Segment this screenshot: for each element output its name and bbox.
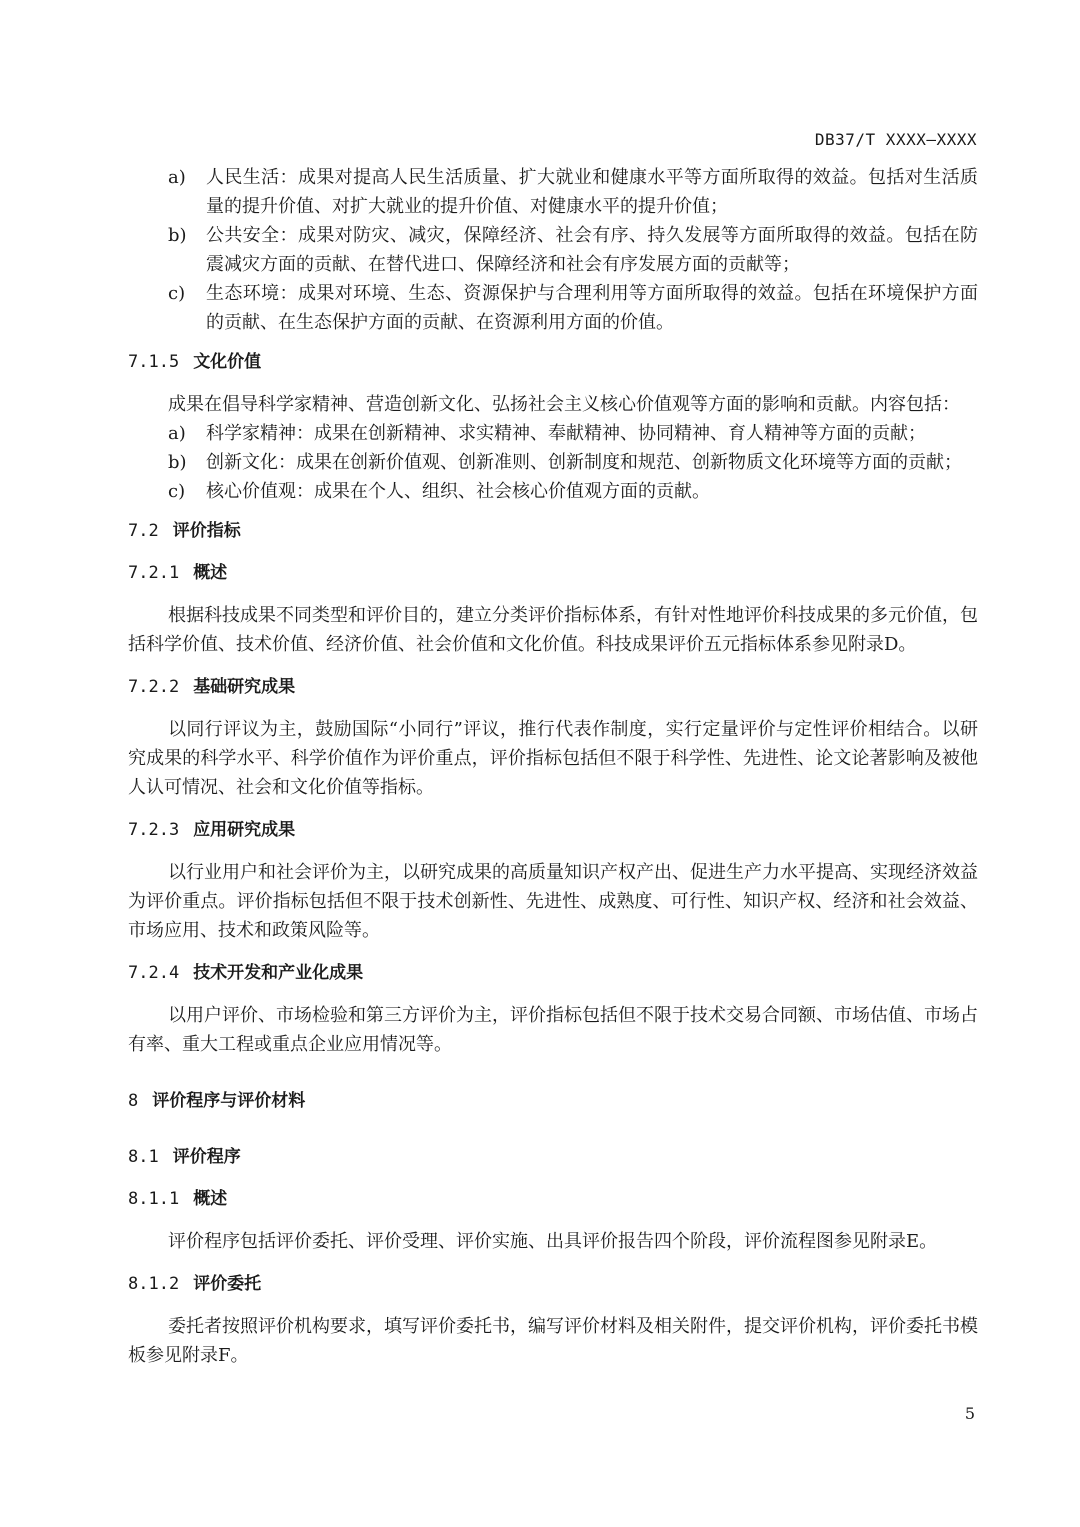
heading-7-1-5	[128, 348, 978, 376]
list-marker: b)	[168, 225, 187, 246]
list-item-text: 科学家精神：成果在创新精神、求实精神、奉献精神、协同精神、育人精神等方面的贡献；	[206, 423, 926, 444]
section-number: 7.2.2	[128, 677, 180, 697]
section-title: 评价指标	[172, 521, 241, 541]
list-marker: a)	[168, 423, 186, 444]
heading-8	[128, 1087, 978, 1115]
section-number: 8	[128, 1091, 139, 1111]
paragraph-7-1-5-intro: 成果在倡导科学家精神、营造创新文化、弘扬社会主义核心价值观等方面的影响和贡献。内容包括：	[168, 394, 960, 415]
list-item	[128, 221, 978, 279]
page-content	[128, 163, 978, 1370]
list-social-benefits	[128, 163, 978, 337]
section-title: 基础研究成果	[193, 677, 296, 697]
heading-7-2-4	[128, 959, 978, 987]
heading-8-1-2	[128, 1270, 978, 1298]
list-item	[128, 477, 978, 506]
page-number: 5	[964, 1404, 975, 1423]
section-number: 8.1.2	[128, 1274, 180, 1294]
list-item	[128, 419, 978, 448]
section-number: 7.2.1	[128, 563, 180, 583]
heading-7-2	[128, 517, 978, 545]
list-item-text: 创新文化：成果在创新价值观、创新准则、创新制度和规范、创新物质文化环境等方面的贡献；	[206, 452, 962, 473]
section-title: 评价程序与评价材料	[152, 1091, 306, 1111]
section-number: 7.1.5	[128, 352, 180, 372]
section-title: 概述	[193, 1189, 228, 1209]
paragraph-7-2-4: 以用户评价、市场检验和第三方评价为主，评价指标包括但不限于技术交易合同额、市场估值、市场占有率、重大工程或重点企业应用情况等。	[128, 1005, 978, 1055]
heading-7-2-2	[128, 673, 978, 701]
paragraph-7-2-2: 以同行评议为主，鼓励国际“小同行”评议，推行代表作制度，实行定量评价与定性评价相结合。以研究成果的科学水平、科学价值作为评价重点，评价指标包括但不限于科学性、先进性、论文论著影响及被他人认可情况、社会和文化价值等指标。	[128, 719, 978, 798]
paragraph-8-1-1: 评价程序包括评价委托、评价受理、评价实施、出具评价报告四个阶段，评价流程图参见附录E。	[168, 1231, 938, 1252]
section-title: 评价委托	[193, 1274, 262, 1294]
section-title: 评价程序	[172, 1147, 241, 1167]
heading-7-2-3	[128, 816, 978, 844]
heading-8-1-1	[128, 1185, 978, 1213]
list-cultural-value	[128, 419, 978, 506]
list-marker: c)	[168, 481, 186, 502]
section-number: 8.1	[128, 1147, 159, 1167]
list-item-text: 核心价值观：成果在个人、组织、社会核心价值观方面的贡献。	[206, 481, 710, 502]
list-item-text: 人民生活：成果对提高人民生活质量、扩大就业和健康水平等方面所取得的效益。包括对生活质量的提升价值、对扩大就业的提升价值、对健康水平的提升价值；	[206, 167, 978, 217]
section-number: 7.2.4	[128, 963, 180, 983]
list-item	[128, 279, 978, 337]
section-number: 7.2.3	[128, 820, 180, 840]
section-title: 概述	[193, 563, 228, 583]
paragraph-7-2-1: 根据科技成果不同类型和评价目的，建立分类评价指标体系，有针对性地评价科技成果的多元价值，包括科学价值、技术价值、经济价值、社会价值和文化价值。科技成果评价五元指标体系参见附录D。	[128, 605, 978, 655]
list-item-text: 公共安全：成果对防灾、减灾，保障经济、社会有序、持久发展等方面所取得的效益。包括在防震减灾方面的贡献、在替代进口、保障经济和社会有序发展方面的贡献等；	[206, 225, 978, 275]
section-title: 应用研究成果	[193, 820, 296, 840]
list-marker: c)	[168, 283, 186, 304]
list-marker: b)	[168, 452, 187, 473]
section-number: 8.1.1	[128, 1189, 180, 1209]
list-item-text: 生态环境：成果对环境、生态、资源保护与合理利用等方面所取得的效益。包括在环境保护方面的贡献、在生态保护方面的贡献、在资源利用方面的价值。	[206, 283, 978, 333]
section-title: 技术开发和产业化成果	[193, 963, 364, 983]
paragraph-8-1-2: 委托者按照评价机构要求，填写评价委托书，编写评价材料及相关附件，提交评价机构，评价委托书模板参见附录F。	[128, 1316, 978, 1366]
list-item	[128, 448, 978, 477]
list-marker: a)	[168, 167, 186, 188]
heading-8-1	[128, 1143, 978, 1171]
section-title: 文化价值	[193, 352, 262, 372]
document-code: DB37/T XXXX—XXXX	[814, 130, 977, 149]
section-number: 7.2	[128, 521, 159, 541]
list-item	[128, 163, 978, 221]
heading-7-2-1	[128, 559, 978, 587]
paragraph-7-2-3: 以行业用户和社会评价为主，以研究成果的高质量知识产权产出、促进生产力水平提高、实现经济效益为评价重点。评价指标包括但不限于技术创新性、先进性、成熟度、可行性、知识产权、经济和社会效益、市场应用、技术和政策风险等。	[128, 862, 978, 941]
